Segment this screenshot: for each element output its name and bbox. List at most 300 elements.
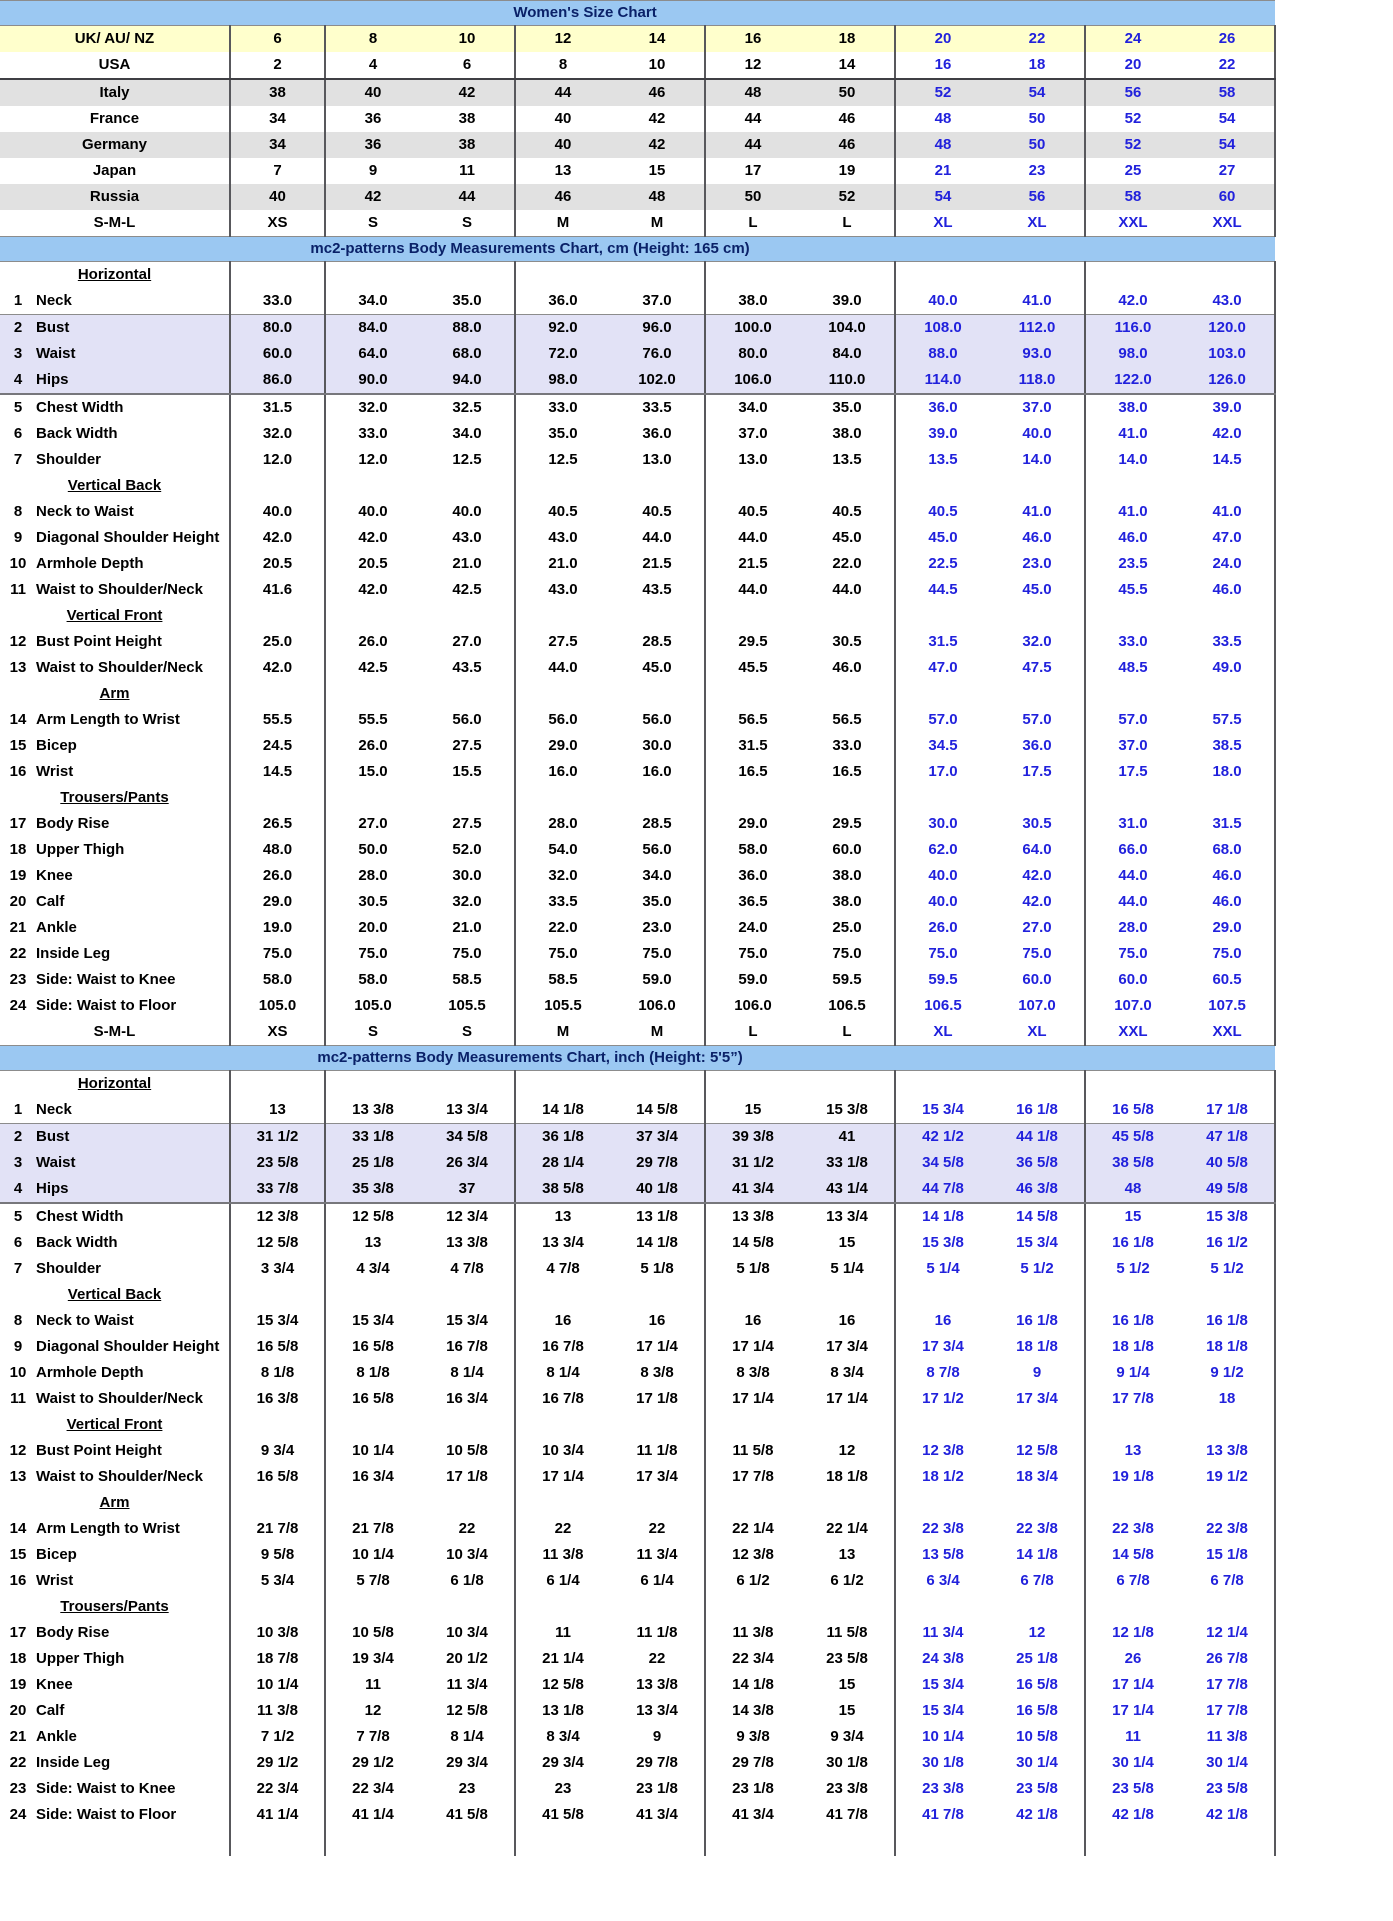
inch-empty-value: [515, 1490, 610, 1516]
inch-knee-value: 14 1/8: [705, 1672, 800, 1698]
cm-row-chest-width: [0, 394, 1275, 421]
measurement-row-label: [0, 629, 230, 655]
inch-back-width-value: 13 3/8: [420, 1230, 515, 1256]
inch-waist-value: 38 5/8: [1085, 1150, 1180, 1176]
cm-empty-value: [1180, 681, 1275, 707]
measurement-row-label: [0, 1464, 230, 1490]
cm-bicep-value: 26.0: [325, 733, 420, 759]
measurement-row-label: [0, 447, 230, 473]
inch-empty-value: [1085, 1412, 1180, 1438]
measurement-row-label: [0, 837, 230, 863]
measurement-row-label: [0, 733, 230, 759]
row-name: Ankle: [36, 1728, 77, 1745]
inch-empty-value: [990, 1412, 1085, 1438]
cm-neck-to-waist-value: 41.0: [1085, 499, 1180, 525]
inch-empty-value: [325, 1594, 420, 1620]
size-row-label: France: [0, 106, 230, 132]
cm-side-waist-to-floor-value: 106.5: [895, 993, 990, 1019]
inch-neck-value: 16 5/8: [1085, 1097, 1180, 1124]
inch-knee-value: 12 5/8: [515, 1672, 610, 1698]
row-number: 7: [13, 451, 23, 468]
cm-neck-to-waist-value: 40.0: [420, 499, 515, 525]
cm-side-waist-to-floor-value: 105.5: [515, 993, 610, 1019]
inch-waist-to-shoulder-neck-value: 16 5/8: [230, 1464, 325, 1490]
size-usa-value: 22: [1180, 52, 1275, 79]
cm-empty-value: [990, 473, 1085, 499]
inch-arm-length-to-wrist-value: 22: [420, 1516, 515, 1542]
inch-row-back-width: [0, 1230, 1275, 1256]
cm-bust-value: 104.0: [800, 315, 895, 342]
inch-bust-value: 41: [800, 1124, 895, 1151]
measurement-row-label: [0, 551, 230, 577]
cm-diagonal-shoulder-height-value: 43.0: [515, 525, 610, 551]
cm-armhole-depth-value: 22.0: [800, 551, 895, 577]
cm-waist-to-shoulder-neck-value: 42.5: [325, 655, 420, 681]
cm-empty-value: [325, 262, 420, 289]
inch-upper-thigh-value: 23 5/8: [800, 1646, 895, 1672]
inch-wrist-value: 6 3/4: [895, 1568, 990, 1594]
inch-bicep-value: 14 5/8: [1085, 1542, 1180, 1568]
inch-arm-length-to-wrist-value: 22 3/8: [1085, 1516, 1180, 1542]
size-russia-value: 58: [1085, 184, 1180, 210]
size-uk-au-nz-value: 6: [230, 26, 325, 53]
row-number: 20: [9, 893, 27, 910]
tail-cell: [325, 1828, 420, 1856]
size-row-label: Germany: [0, 132, 230, 158]
inch-diagonal-shoulder-height-value: 17 3/4: [895, 1334, 990, 1360]
section-header-label: [0, 1490, 230, 1516]
inch-armhole-depth-value: 8 3/8: [705, 1360, 800, 1386]
cm-bust-point-height-value: 27.0: [420, 629, 515, 655]
inch-bust-value: 42 1/2: [895, 1124, 990, 1151]
cm-knee-value: 30.0: [420, 863, 515, 889]
cm-bust-value: 108.0: [895, 315, 990, 342]
inch-empty-value: [990, 1282, 1085, 1308]
size-germany-value: 44: [705, 132, 800, 158]
cm-group-header-horizontal: [0, 262, 1275, 289]
cm-waist-to-shoulder-neck-value: 44.0: [515, 655, 610, 681]
cm-diagonal-shoulder-height-value: 45.0: [800, 525, 895, 551]
row-number: 24: [9, 1806, 27, 1823]
size-italy-value: 56: [1085, 79, 1180, 106]
cm-arm-length-to-wrist-value: 57.0: [990, 707, 1085, 733]
inch-empty-value: [705, 1071, 800, 1098]
inch-wrist-value: 6 7/8: [990, 1568, 1085, 1594]
inch-armhole-depth-value: 8 1/4: [420, 1360, 515, 1386]
size-s-m-l-value: XXL: [1180, 210, 1275, 237]
cm-calf-value: 42.0: [990, 889, 1085, 915]
tail-cell: [420, 1828, 515, 1856]
size-usa-value: 8: [515, 52, 610, 79]
cm-back-width-value: 41.0: [1085, 421, 1180, 447]
inch-side-waist-to-floor-value: 41 5/8: [420, 1802, 515, 1828]
cm-wrist-value: 15.0: [325, 759, 420, 785]
size-italy-value: 48: [705, 79, 800, 106]
cm-body-rise-value: 30.5: [990, 811, 1085, 837]
size-japan-value: 23: [990, 158, 1085, 184]
row-name: Hips: [36, 371, 69, 388]
cm-empty-value: [515, 681, 610, 707]
row-name: Bust Point Height: [36, 1442, 162, 1459]
inch-inside-leg-value: 29 1/2: [325, 1750, 420, 1776]
inch-empty-value: [990, 1490, 1085, 1516]
table-tail-row: [0, 1828, 1275, 1856]
inch-neck-value: 16 1/8: [990, 1097, 1085, 1124]
cm-bust-value: 96.0: [610, 315, 705, 342]
row-number: 4: [13, 1180, 23, 1197]
cm-side-waist-to-knee-value: 60.5: [1180, 967, 1275, 993]
measurement-row-label: [0, 811, 230, 837]
measurement-row-label: [0, 1203, 230, 1230]
cm-row-knee: [0, 863, 1275, 889]
cm-empty-value: [420, 785, 515, 811]
cm-side-waist-to-floor-value: 107.0: [1085, 993, 1180, 1019]
size-usa-value: 6: [420, 52, 515, 79]
inch-inside-leg-value: 29 1/2: [230, 1750, 325, 1776]
size-germany-value: 50: [990, 132, 1085, 158]
inch-neck-to-waist-value: 16: [800, 1308, 895, 1334]
cm-waist-value: 80.0: [705, 341, 800, 367]
size-uk-au-nz-value: 10: [420, 26, 515, 53]
tail-cell: [1180, 1828, 1275, 1856]
cm-empty-value: [895, 603, 990, 629]
inch-row-hips: [0, 1176, 1275, 1203]
inch-empty-value: [420, 1282, 515, 1308]
cm-bust-point-height-value: 33.0: [1085, 629, 1180, 655]
cm-sml-value: XXL: [1180, 1019, 1275, 1046]
cm-row-neck-to-waist: [0, 499, 1275, 525]
cm-armhole-depth-value: 21.0: [420, 551, 515, 577]
cm-inside-leg-value: 75.0: [990, 941, 1085, 967]
cm-waist-value: 64.0: [325, 341, 420, 367]
inch-empty-value: [800, 1071, 895, 1098]
cm-side-waist-to-knee-value: 60.0: [990, 967, 1085, 993]
size-japan-value: 11: [420, 158, 515, 184]
cm-chest-width-value: 34.0: [705, 394, 800, 421]
cm-row-calf: [0, 889, 1275, 915]
cm-bust-point-height-value: 32.0: [990, 629, 1085, 655]
row-name: Chest Width: [36, 399, 124, 416]
size-row-uk-au-nz: [0, 26, 1275, 53]
inch-bust-value: 33 1/8: [325, 1124, 420, 1151]
cm-empty-value: [705, 473, 800, 499]
size-russia-value: 46: [515, 184, 610, 210]
section-header-text: Vertical Back: [67, 1286, 162, 1303]
row-name: Inside Leg: [36, 1754, 111, 1771]
inch-bust-value: 36 1/8: [515, 1124, 610, 1151]
cm-waist-to-shoulder-neck-value: 43.0: [515, 577, 610, 603]
inch-back-width-value: 15: [800, 1230, 895, 1256]
cm-waist-to-shoulder-neck-value: 48.5: [1085, 655, 1180, 681]
inch-shoulder-value: 5 1/2: [990, 1256, 1085, 1282]
inch-bust-point-height-value: 10 1/4: [325, 1438, 420, 1464]
size-france-value: 48: [895, 106, 990, 132]
cm-diagonal-shoulder-height-value: 45.0: [895, 525, 990, 551]
measurement-row-label: [0, 759, 230, 785]
section-header-label: [0, 785, 230, 811]
inch-ankle-value: 9 3/4: [800, 1724, 895, 1750]
inch-bust-value: 47 1/8: [1180, 1124, 1275, 1151]
inch-neck-value: 15 3/4: [895, 1097, 990, 1124]
cm-calf-value: 38.0: [800, 889, 895, 915]
cm-waist-to-shoulder-neck-value: 44.0: [705, 577, 800, 603]
measurement-row-label: [0, 525, 230, 551]
measurement-row-label: [0, 1516, 230, 1542]
inch-ankle-value: 7 1/2: [230, 1724, 325, 1750]
inch-diagonal-shoulder-height-value: 18 1/8: [1180, 1334, 1275, 1360]
inch-diagonal-shoulder-height-value: 16 5/8: [230, 1334, 325, 1360]
cm-empty-value: [895, 681, 990, 707]
section-header-text: Trousers/Pants: [60, 1598, 169, 1615]
cm-neck-to-waist-value: 40.5: [895, 499, 990, 525]
row-number: 11: [10, 1390, 26, 1407]
inch-waist-value: 25 1/8: [325, 1150, 420, 1176]
cm-row-side-waist-to-knee: [0, 967, 1275, 993]
measurement-row-label: [0, 941, 230, 967]
row-name: Calf: [36, 893, 65, 910]
inch-neck-value: 15 3/8: [800, 1097, 895, 1124]
inch-calf-value: 15 3/4: [895, 1698, 990, 1724]
size-italy-value: 46: [610, 79, 705, 106]
cm-body-rise-value: 26.5: [230, 811, 325, 837]
cm-shoulder-value: 12.0: [230, 447, 325, 473]
size-france-value: 50: [990, 106, 1085, 132]
inch-group-header-trousers-pants: [0, 1594, 1275, 1620]
size-france-value: 52: [1085, 106, 1180, 132]
cm-row-waist: [0, 341, 1275, 367]
inch-shoulder-value: 4 7/8: [420, 1256, 515, 1282]
inch-waist-to-shoulder-neck-value: 17 1/8: [420, 1464, 515, 1490]
cm-bicep-value: 33.0: [800, 733, 895, 759]
cm-bicep-value: 30.0: [610, 733, 705, 759]
cm-arm-length-to-wrist-value: 56.0: [420, 707, 515, 733]
cm-row-neck: [0, 288, 1275, 315]
cm-calf-value: 33.5: [515, 889, 610, 915]
inch-back-width-value: 14 5/8: [705, 1230, 800, 1256]
cm-bicep-value: 24.5: [230, 733, 325, 759]
cm-knee-value: 40.0: [895, 863, 990, 889]
inch-ankle-value: 11: [1085, 1724, 1180, 1750]
inch-side-waist-to-knee-value: 22 3/4: [325, 1776, 420, 1802]
row-name: Diagonal Shoulder Height: [36, 529, 220, 546]
cm-wrist-value: 17.5: [990, 759, 1085, 785]
size-row-label: Italy: [0, 79, 230, 106]
row-number: 22: [9, 945, 27, 962]
cm-waist-value: 72.0: [515, 341, 610, 367]
cm-body-rise-value: 29.0: [705, 811, 800, 837]
cm-empty-value: [230, 473, 325, 499]
inch-side-waist-to-knee-value: 23: [515, 1776, 610, 1802]
size-italy-value: 42: [420, 79, 515, 106]
cm-group-header-arm: [0, 681, 1275, 707]
inch-hips-value: 41 3/4: [705, 1176, 800, 1203]
inch-arm-length-to-wrist-value: 22: [610, 1516, 705, 1542]
cm-upper-thigh-value: 50.0: [325, 837, 420, 863]
cm-empty-value: [515, 603, 610, 629]
section-header-text: Vertical Front: [66, 1416, 163, 1433]
cm-waist-to-shoulder-neck-value: 41.6: [230, 577, 325, 603]
cm-shoulder-value: 12.5: [420, 447, 515, 473]
inch-upper-thigh-value: 26 7/8: [1180, 1646, 1275, 1672]
cm-hips-value: 114.0: [895, 367, 990, 394]
inch-arm-length-to-wrist-value: 21 7/8: [325, 1516, 420, 1542]
inch-upper-thigh-value: 26: [1085, 1646, 1180, 1672]
inch-empty-value: [1180, 1412, 1275, 1438]
cm-ankle-value: 21.0: [420, 915, 515, 941]
cm-arm-length-to-wrist-value: 56.0: [515, 707, 610, 733]
inch-armhole-depth-value: 8 3/4: [800, 1360, 895, 1386]
size-russia-value: 54: [895, 184, 990, 210]
row-number: 9: [13, 529, 23, 546]
row-name: Knee: [36, 867, 73, 884]
row-name: Diagonal Shoulder Height: [36, 1338, 220, 1355]
measurement-row-label: [0, 1568, 230, 1594]
cm-side-waist-to-knee-value: 58.0: [325, 967, 420, 993]
cm-row-bicep: [0, 733, 1275, 759]
inch-inside-leg-value: 29 7/8: [610, 1750, 705, 1776]
cm-empty-value: [705, 681, 800, 707]
inch-empty-value: [1085, 1282, 1180, 1308]
size-row-label: USA: [0, 52, 230, 79]
inch-waist-to-shoulder-neck-value: 19 1/2: [1180, 1464, 1275, 1490]
inch-empty-value: [705, 1282, 800, 1308]
size-row-italy: [0, 79, 1275, 106]
cm-inside-leg-value: 75.0: [515, 941, 610, 967]
cm-hips-value: 106.0: [705, 367, 800, 394]
inch-row-waist-to-shoulder-neck: [0, 1464, 1275, 1490]
cm-bicep-value: 37.0: [1085, 733, 1180, 759]
inch-hips-value: 49 5/8: [1180, 1176, 1275, 1203]
measurement-row-label: [0, 1646, 230, 1672]
cm-upper-thigh-value: 64.0: [990, 837, 1085, 863]
inch-empty-value: [895, 1594, 990, 1620]
inch-wrist-value: 6 1/4: [515, 1568, 610, 1594]
inch-ankle-value: 7 7/8: [325, 1724, 420, 1750]
size-row-usa: [0, 52, 1275, 79]
cm-side-waist-to-floor-value: 105.0: [325, 993, 420, 1019]
row-name: Side: Waist to Floor: [36, 1806, 177, 1823]
section-header-text: Trousers/Pants: [60, 789, 169, 806]
inch-calf-value: 11 3/8: [230, 1698, 325, 1724]
cm-empty-value: [895, 785, 990, 811]
inch-wrist-value: 6 1/8: [420, 1568, 515, 1594]
inch-wrist-value: 5 3/4: [230, 1568, 325, 1594]
inch-chest-width-value: 15: [1085, 1203, 1180, 1230]
row-number: 21: [9, 1728, 27, 1745]
cm-inside-leg-value: 75.0: [610, 941, 705, 967]
inch-diagonal-shoulder-height-value: 16 7/8: [420, 1334, 515, 1360]
inch-row-bust: [0, 1124, 1275, 1151]
cm-shoulder-value: 14.5: [1180, 447, 1275, 473]
measurement-row-label: [0, 1124, 230, 1151]
size-japan-value: 15: [610, 158, 705, 184]
cm-hips-value: 94.0: [420, 367, 515, 394]
row-name: Waist to Shoulder/Neck: [36, 659, 203, 676]
measurement-row-label: [0, 499, 230, 525]
inch-empty-value: [230, 1282, 325, 1308]
cm-neck-to-waist-value: 40.5: [800, 499, 895, 525]
inch-empty-value: [420, 1071, 515, 1098]
inch-chest-width-value: 12 3/8: [230, 1203, 325, 1230]
cm-body-rise-value: 28.5: [610, 811, 705, 837]
cm-waist-to-shoulder-neck-value: 42.5: [420, 577, 515, 603]
cm-arm-length-to-wrist-value: 55.5: [230, 707, 325, 733]
cm-bicep-value: 31.5: [705, 733, 800, 759]
chart-title: Women's Size Chart: [0, 1, 1275, 26]
inch-neck-to-waist-value: 15 3/4: [325, 1308, 420, 1334]
inch-neck-value: 14 1/8: [515, 1097, 610, 1124]
inch-group-header-vertical-front: [0, 1412, 1275, 1438]
cm-arm-length-to-wrist-value: 56.5: [705, 707, 800, 733]
inch-waist-to-shoulder-neck-value: 18 1/2: [895, 1464, 990, 1490]
inch-bust-point-height-value: 12 3/8: [895, 1438, 990, 1464]
size-japan-value: 25: [1085, 158, 1180, 184]
measurement-row-label: [0, 288, 230, 315]
size-italy-value: 38: [230, 79, 325, 106]
cm-waist-to-shoulder-neck-value: 42.0: [230, 655, 325, 681]
cm-side-waist-to-floor-value: 105.0: [230, 993, 325, 1019]
inch-knee-value: 10 1/4: [230, 1672, 325, 1698]
inch-waist-to-shoulder-neck-value: 16 7/8: [515, 1386, 610, 1412]
cm-body-rise-value: 29.5: [800, 811, 895, 837]
inch-armhole-depth-value: 8 1/4: [515, 1360, 610, 1386]
cm-neck-value: 41.0: [990, 288, 1085, 315]
inch-inside-leg-value: 30 1/4: [1085, 1750, 1180, 1776]
inch-empty-value: [1085, 1594, 1180, 1620]
inch-waist-to-shoulder-neck-value: 17 3/4: [610, 1464, 705, 1490]
cm-side-waist-to-knee-value: 59.5: [895, 967, 990, 993]
cm-inside-leg-value: 75.0: [230, 941, 325, 967]
size-s-m-l-value: XL: [895, 210, 990, 237]
inch-body-rise-value: 11 3/8: [705, 1620, 800, 1646]
cm-waist-to-shoulder-neck-value: 45.0: [990, 577, 1085, 603]
cm-waist-to-shoulder-neck-value: 47.0: [895, 655, 990, 681]
cm-group-header-vertical-back: [0, 473, 1275, 499]
cm-empty-value: [1180, 603, 1275, 629]
inch-chest-width-value: 15 3/8: [1180, 1203, 1275, 1230]
cm-calf-value: 44.0: [1085, 889, 1180, 915]
row-name: Neck to Waist: [36, 1312, 134, 1329]
inch-bust-point-height-value: 13 3/8: [1180, 1438, 1275, 1464]
cm-empty-value: [895, 262, 990, 289]
cm-body-rise-value: 30.0: [895, 811, 990, 837]
cm-sml-value: M: [515, 1019, 610, 1046]
size-france-value: 38: [420, 106, 515, 132]
measurement-row-label: [0, 1620, 230, 1646]
cm-armhole-depth-value: 23.5: [1085, 551, 1180, 577]
cm-empty-value: [705, 603, 800, 629]
inch-empty-value: [705, 1412, 800, 1438]
cm-bust-point-height-value: 31.5: [895, 629, 990, 655]
size-usa-value: 2: [230, 52, 325, 79]
inch-inside-leg-value: 30 1/4: [990, 1750, 1085, 1776]
cm-row-back-width: [0, 421, 1275, 447]
cm-knee-value: 38.0: [800, 863, 895, 889]
row-name: Back Width: [36, 425, 118, 442]
cm-chest-width-value: 35.0: [800, 394, 895, 421]
cm-back-width-value: 38.0: [800, 421, 895, 447]
cm-inside-leg-value: 75.0: [1085, 941, 1180, 967]
cm-bicep-value: 38.5: [1180, 733, 1275, 759]
inch-waist-to-shoulder-neck-value: 17 1/4: [705, 1386, 800, 1412]
row-name: Body Rise: [36, 1624, 110, 1641]
cm-body-rise-value: 27.0: [325, 811, 420, 837]
cm-diagonal-shoulder-height-value: 44.0: [610, 525, 705, 551]
inch-chest-width-value: 14 1/8: [895, 1203, 990, 1230]
size-japan-value: 13: [515, 158, 610, 184]
cm-neck-to-waist-value: 41.0: [1180, 499, 1275, 525]
measurement-row-label: [0, 1176, 230, 1203]
